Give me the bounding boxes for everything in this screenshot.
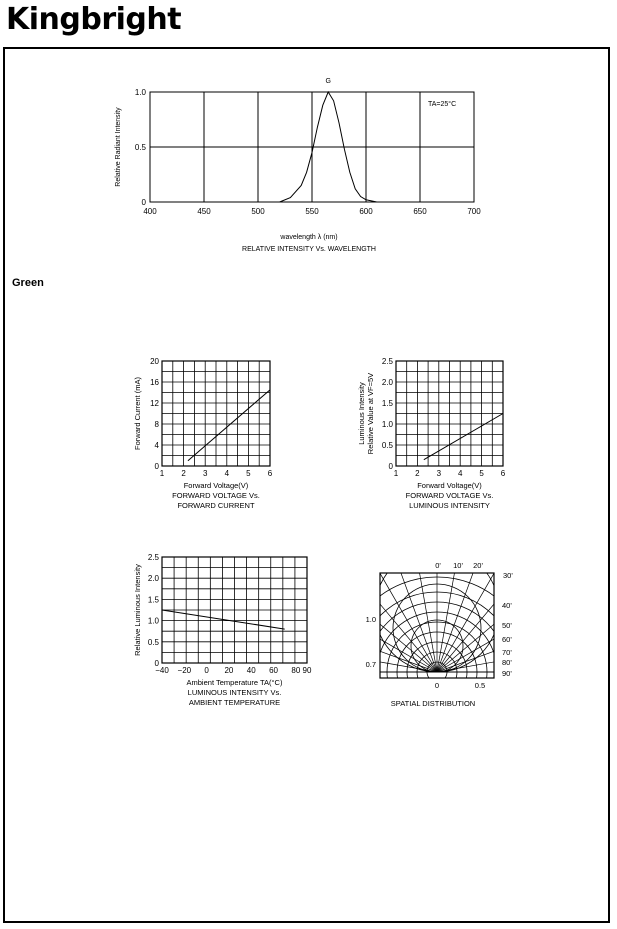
spectrum-x-tick: 650 bbox=[413, 207, 427, 216]
lumtemp-y-tick: 2.5 bbox=[147, 553, 159, 562]
spectrum-x-tick: 400 bbox=[143, 207, 157, 216]
lumvf-title-line: LUMINOUS INTENSITY bbox=[409, 501, 490, 510]
lumtemp-y-tick: 0 bbox=[154, 659, 159, 668]
lumtemp-x-tick: 80 bbox=[291, 666, 301, 675]
spectrum-y-tick: 0.5 bbox=[134, 143, 146, 152]
lumvf-y-tick: 0 bbox=[388, 462, 393, 471]
iv-x-tick: 2 bbox=[181, 469, 186, 478]
spatial-left-label: 0.7 bbox=[365, 660, 376, 669]
spatial-left-label: 1.0 bbox=[365, 615, 376, 624]
spatial-angle-label: 40' bbox=[502, 601, 512, 610]
lumtemp-x-tick: 90 bbox=[302, 666, 312, 675]
iv-y-tick: 0 bbox=[154, 462, 159, 471]
lumvf-x-tick: 5 bbox=[479, 469, 484, 478]
lumtemp-y-tick: 1.0 bbox=[147, 616, 159, 626]
lumtemp-series-line bbox=[162, 610, 285, 629]
lumtemp-title-line: LUMINOUS INTENSITY Vs. bbox=[187, 688, 282, 697]
iv-x-tick: 1 bbox=[159, 469, 165, 478]
lumtemp-y-tick: 0.5 bbox=[147, 637, 159, 647]
lumvf-x-tick: 1 bbox=[393, 469, 399, 478]
iv-x-tick: 3 bbox=[202, 469, 208, 478]
brand-logo: Kingbright bbox=[6, 2, 182, 37]
spatial-bottom-label: 0.5 bbox=[474, 681, 486, 690]
lumtemp-x-tick: 0 bbox=[204, 666, 209, 675]
spatial-angle-label: 90' bbox=[502, 669, 512, 678]
lumtemp-x-tick: −40 bbox=[155, 666, 169, 675]
spatial-title: SPATIAL DISTRIBUTION bbox=[390, 699, 476, 708]
iv-title-line: FORWARD CURRENT bbox=[177, 501, 255, 510]
spatial-angle-label: 70' bbox=[502, 648, 512, 657]
spectrum-y-tick: 0 bbox=[141, 198, 146, 207]
lumvf-x-tick: 2 bbox=[415, 469, 420, 478]
spectrum-x-tick: 550 bbox=[305, 207, 319, 216]
spatial-angle-label: 20' bbox=[473, 561, 483, 570]
spatial-angle-label: 60' bbox=[502, 635, 512, 644]
iv-x-label: Forward Voltage(V) bbox=[183, 481, 249, 490]
iv-y-tick: 8 bbox=[154, 420, 159, 429]
lumvf-x-tick: 3 bbox=[436, 469, 442, 478]
iv-y-label: Forward Current (mA) bbox=[133, 377, 142, 450]
spatial-angle-label: 80' bbox=[502, 658, 512, 667]
lumtemp-x-tick: 40 bbox=[246, 666, 256, 675]
lumtemp-y-tick: 1.5 bbox=[147, 595, 159, 605]
lumvf-y-label-line: Luminous Intensity bbox=[357, 382, 366, 445]
spectrum-x-tick: 600 bbox=[359, 207, 373, 216]
spectrum-y-tick: 1.0 bbox=[134, 88, 146, 97]
spectrum-title: RELATIVE INTENSITY Vs. WAVELENGTH bbox=[242, 246, 376, 253]
iv-x-tick: 5 bbox=[246, 469, 251, 478]
iv-y-tick: 16 bbox=[150, 378, 159, 387]
spatial-angle-label: 30' bbox=[503, 571, 513, 580]
spectrum-annotation: TA=25°C bbox=[428, 101, 457, 108]
lumtemp-x-tick: −20 bbox=[177, 666, 192, 675]
iv-y-tick: 12 bbox=[150, 399, 159, 408]
lumvf-y-tick: 2.0 bbox=[381, 378, 393, 387]
iv-series-line bbox=[188, 390, 270, 461]
lumvf-y-tick: 1.5 bbox=[381, 399, 393, 408]
lumvf-x-label: Forward Voltage(V) bbox=[417, 481, 482, 490]
lumtemp-x-label: Ambient Temperature TA(°C) bbox=[186, 678, 283, 687]
spatial-angle-label: 0' bbox=[435, 561, 441, 570]
lumtemp-title-line: AMBIENT TEMPERATURE bbox=[188, 698, 281, 707]
lumvf-y-tick: 1.0 bbox=[381, 420, 393, 429]
lumvf-title-line: FORWARD VOLTAGE Vs. bbox=[405, 491, 494, 500]
lumtemp-x-tick: 20 bbox=[224, 666, 234, 675]
iv-title-line: FORWARD VOLTAGE Vs. bbox=[172, 491, 260, 500]
lumvf-series-line bbox=[424, 414, 503, 460]
lumvf-y-label-line: Relative Value at VF=5V bbox=[366, 372, 375, 455]
spatial-grid bbox=[317, 548, 557, 767]
spectrum-y-label: Relative Radiant Intensity bbox=[115, 107, 122, 187]
spectrum-x-tick: 500 bbox=[251, 207, 265, 216]
spectrum-series-label: G bbox=[325, 78, 331, 85]
section-label: Green bbox=[12, 277, 44, 289]
iv-x-tick: 4 bbox=[224, 469, 230, 478]
spatial-angle-label: 50' bbox=[502, 621, 512, 630]
spatial-bottom-label: 0 bbox=[434, 681, 440, 690]
lumvf-y-tick: 2.5 bbox=[381, 357, 393, 366]
iv-x-tick: 6 bbox=[267, 469, 273, 478]
lumvf-x-tick: 6 bbox=[500, 469, 506, 478]
spectrum-x-tick: 450 bbox=[197, 207, 211, 216]
spatial-angle-label: 10' bbox=[453, 561, 463, 570]
spectrum-x-label: wavelength λ (nm) bbox=[280, 234, 338, 241]
lumtemp-x-tick: 60 bbox=[269, 666, 278, 675]
lumvf-x-tick: 4 bbox=[457, 469, 463, 478]
lumtemp-y-label: Relative Luminous Intensity bbox=[133, 564, 142, 656]
lumvf-y-tick: 0.5 bbox=[381, 441, 393, 450]
iv-y-tick: 20 bbox=[150, 357, 159, 366]
iv-y-tick: 4 bbox=[154, 441, 159, 450]
spectrum-x-tick: 700 bbox=[467, 207, 481, 216]
lumtemp-y-tick: 2.0 bbox=[147, 574, 159, 584]
